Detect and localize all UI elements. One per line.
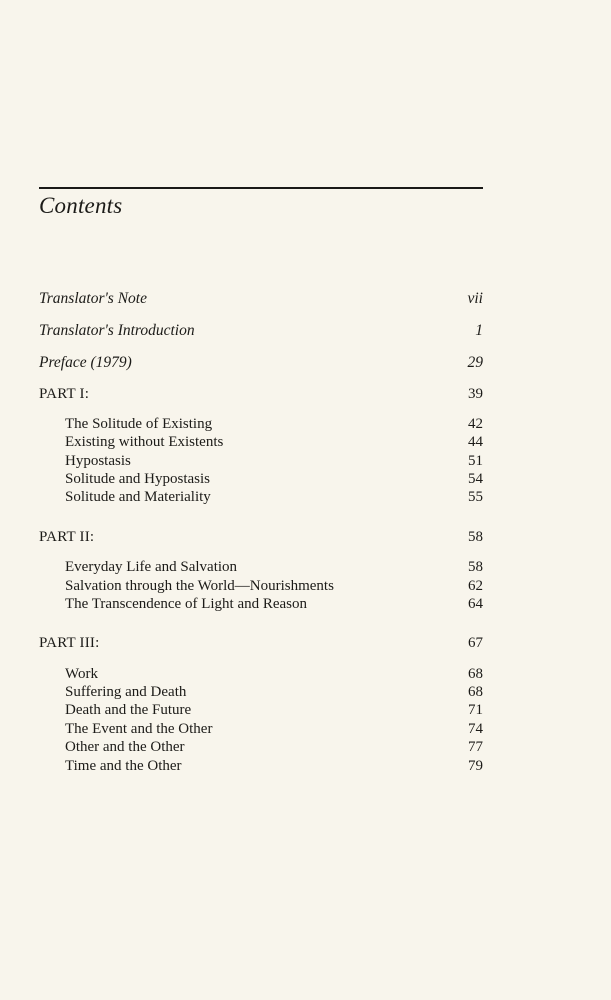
- section-page: 62: [468, 578, 483, 594]
- toc-section: [65, 700, 483, 720]
- section-title: Solitude and Hypostasis: [65, 471, 210, 487]
- section-page: 44: [468, 434, 483, 450]
- entry-title: Translator's Introduction: [39, 322, 195, 339]
- section-page: 54: [468, 471, 483, 487]
- part-page: 58: [468, 529, 483, 545]
- part-title: PART I:: [39, 386, 90, 402]
- toc-part-3: [39, 633, 483, 653]
- toc-section: [65, 414, 483, 434]
- section-title: The Event and the Other: [65, 721, 213, 737]
- contents-heading: Contents: [39, 193, 123, 218]
- section-title: Everyday Life and Salvation: [65, 559, 238, 575]
- entry-page: vii: [467, 290, 483, 307]
- section-page: 68: [468, 684, 483, 700]
- toc-section: [65, 451, 483, 471]
- toc-section: [65, 737, 483, 757]
- heading-rule: [39, 187, 483, 189]
- part-page: 39: [468, 386, 483, 402]
- section-page: 68: [468, 666, 483, 682]
- part-title: PART II:: [39, 529, 95, 545]
- toc-part-1: [39, 384, 483, 404]
- section-title: The Solitude of Existing: [65, 416, 213, 432]
- section-title: Death and the Future: [65, 702, 192, 718]
- part-title: PART III:: [39, 635, 100, 651]
- section-page: 58: [468, 559, 483, 575]
- toc-section: [65, 487, 483, 507]
- toc-section: [65, 594, 483, 614]
- section-title: Solitude and Materiality: [65, 489, 211, 505]
- section-page: 42: [468, 416, 483, 432]
- toc-section: [65, 576, 483, 596]
- section-page: 71: [468, 702, 483, 718]
- toc-entry-translators-note: [39, 289, 483, 309]
- entry-page: 1: [475, 322, 483, 339]
- toc-section: [65, 719, 483, 739]
- section-title: Work: [65, 666, 98, 682]
- toc-section: [65, 557, 483, 577]
- section-title: Salvation through the World—Nourishments: [65, 578, 334, 594]
- section-page: 51: [468, 453, 483, 469]
- entry-title: Translator's Note: [39, 290, 147, 307]
- toc-section: [65, 682, 483, 702]
- section-title: Suffering and Death: [65, 684, 187, 700]
- toc-section: [65, 756, 483, 776]
- section-page: 64: [468, 596, 483, 612]
- section-title: Time and the Other: [65, 758, 182, 774]
- toc-entry-preface: [39, 353, 483, 373]
- section-title: Existing without Existents: [65, 434, 224, 450]
- section-page: 74: [468, 721, 483, 737]
- section-title: The Transcendence of Light and Reason: [65, 596, 308, 612]
- part-page: 67: [468, 635, 483, 651]
- section-page: 77: [468, 739, 483, 755]
- section-title: Other and the Other: [65, 739, 185, 755]
- toc-part-2: [39, 527, 483, 547]
- section-page: 79: [468, 758, 483, 774]
- entry-title: Preface (1979): [39, 354, 132, 371]
- toc-section: [65, 432, 483, 452]
- entry-page: 29: [467, 354, 483, 371]
- toc-entry-translators-introduction: [39, 321, 483, 341]
- section-title: Hypostasis: [65, 453, 131, 469]
- toc-section: [65, 664, 483, 684]
- toc-section: [65, 469, 483, 489]
- section-page: 55: [468, 489, 483, 505]
